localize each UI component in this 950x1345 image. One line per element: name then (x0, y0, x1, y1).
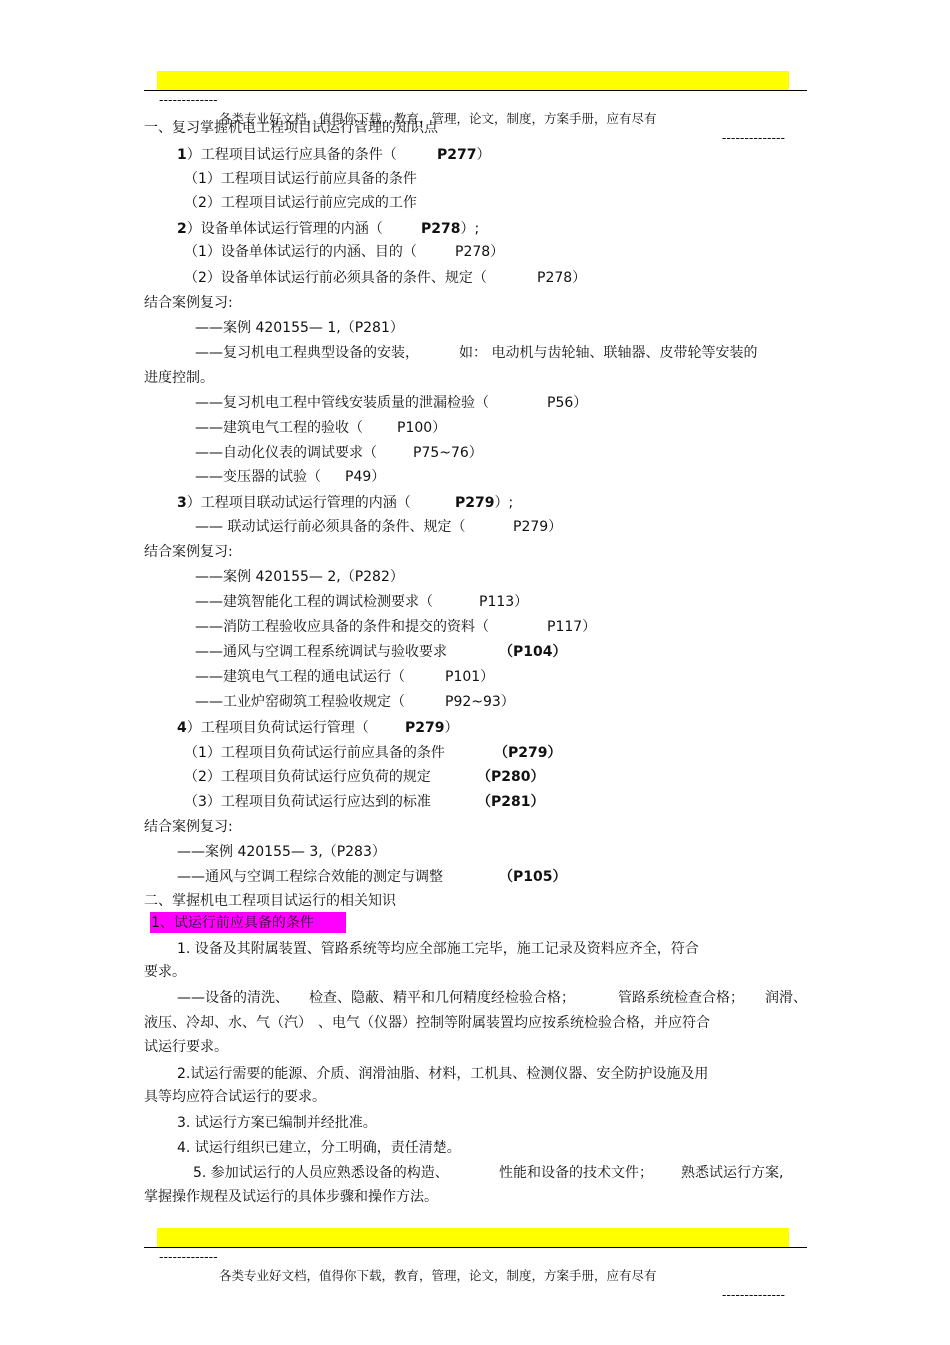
page-ref: P278） (455, 244, 505, 260)
paragraph-line: 掌握操作规程及试运行的具体步骤和操作方法。 (144, 1189, 438, 1205)
page-ref: P101） (445, 669, 495, 685)
paragraph-line: ——设备的清洗、 (177, 990, 289, 1006)
review-line: ——变压器的试验（ (195, 469, 321, 485)
paragraph-line: 具等均应符合试运行的要求。 (144, 1089, 326, 1105)
item-number: 4 (177, 720, 187, 736)
case-review-label: 结合案例复习: (144, 544, 233, 560)
header-banner-text: 各类专业好文档，值得你下载，教育，管理，论文，制度，方案手册，应有尽有 (219, 111, 657, 126)
paragraph-line-cont: 熟悉试运行方案, (681, 1165, 784, 1181)
item-3-line (177, 494, 411, 512)
footer-banner-dash-left: ------------- (159, 1249, 218, 1264)
page-ref: P279） (405, 720, 459, 736)
page-ref: P49） (345, 469, 386, 485)
page-ref: （P281） (477, 794, 545, 810)
subitem-line: （2）工程项目负荷试运行应负荷的规定 (184, 769, 431, 785)
paragraph-line: 3. 试运行方案已编制并经批准。 (177, 1115, 377, 1131)
item-1-line (177, 146, 397, 164)
footer-banner-dash-right: -------------- (721, 1287, 785, 1302)
review-line: ——建筑电气工程的验收（ (195, 420, 363, 436)
page-ref: P92~93） (445, 694, 515, 710)
review-line: ——复习机电工程中管线安装质量的泄漏检验（ (195, 395, 489, 411)
paragraph-line-cont: 管路系统检查合格； (618, 990, 744, 1006)
paragraph-line: 1. 设备及其附属装置、管路系统等均应全部施工完毕，施工记录及资料应齐全，符合 (177, 941, 699, 957)
review-line-wrap: 进度控制。 (144, 370, 214, 386)
item-text: ）工程项目试运行应具备的条件（ (186, 147, 397, 163)
review-line: ——消防工程验收应具备的条件和提交的资料（ (195, 619, 489, 635)
heading-one: 一、复习掌握机电工程项目试运行管理的知识点 (144, 120, 438, 136)
page-ref: P117） (547, 619, 597, 635)
paragraph-line: 4. 试运行组织已建立，分工明确，责任清楚。 (177, 1140, 461, 1156)
subitem-line: （1）工程项目试运行前应具备的条件 (184, 171, 417, 187)
page-ref: （P104） (499, 644, 567, 660)
page-ref: （P279） (494, 745, 562, 761)
review-line: ——建筑电气工程的通电试运行（ (195, 669, 405, 685)
review-line: ——通风与空调工程系统调试与验收要求 (195, 644, 447, 660)
paragraph-line: 试运行要求。 (144, 1039, 228, 1055)
case-review-label: 结合案例复习: (144, 819, 233, 835)
page-ref: P56） (547, 395, 588, 411)
case-line: ——案例 420155— 2,（P282） (195, 569, 404, 585)
review-line: ——通风与空调工程综合效能的测定与调整 (177, 869, 443, 885)
item-text: ）工程项目联动试运行管理的内涵（ (186, 495, 411, 511)
subitem-line: （2）设备单体试运行前必须具备的条件、规定（ (184, 270, 487, 286)
item-number: 1 (177, 147, 187, 163)
item-2-line (177, 220, 383, 238)
subitem-line: （1）设备单体试运行的内涵、目的（ (184, 244, 417, 260)
page-ref: P100） (397, 420, 447, 436)
page-ref: P279）; (455, 495, 514, 511)
item-4-line (177, 719, 369, 737)
paragraph-line: 2.试运行需要的能源、介质、润滑油脂、材料，工机具、检测仪器、安全防护设施及用 (177, 1066, 709, 1082)
footer-banner (157, 1228, 789, 1302)
case-review-label: 结合案例复习: (144, 295, 233, 311)
review-line: ——工业炉窑砌筑工程验收规定（ (195, 694, 405, 710)
page-ref: P279） (513, 519, 563, 535)
review-line: ——复习机电工程典型设备的安装， (195, 345, 419, 361)
subitem-line: （3）工程项目负荷试运行应达到的标准 (184, 794, 431, 810)
item-text: ）设备单体试运行管理的内涵（ (186, 221, 383, 237)
paragraph-line-cont: 、电气（仪器）控制等附属装置均应按系统检验合格，并应符合 (318, 1015, 710, 1031)
review-line: —— 联动试运行前必须具备的条件、规定（ (195, 519, 466, 535)
paragraph-line: 5. 参加试运行的人员应熟悉设备的构造、 (193, 1165, 449, 1181)
subitem-line: （1）工程项目负荷试运行前应具备的条件 (184, 745, 445, 761)
page-ref: （P105） (499, 869, 567, 885)
header-banner-dash-right: -------------- (721, 130, 785, 145)
item-text: ）工程项目负荷试运行管理（ (186, 720, 369, 736)
footer-rule (144, 1247, 807, 1248)
page-ref: P75~76） (413, 445, 483, 461)
highlighted-subheading: 1、试运行前应具备的条件 (151, 915, 314, 931)
review-line: ——自动化仪表的调试要求（ (195, 445, 377, 461)
case-line: ——案例 420155— 3,（P283） (177, 844, 386, 860)
paragraph-line-cont: 检查、隐蔽、精平和几何精度经检验合格； (309, 990, 575, 1006)
review-line-cont: 如： 电动机与齿轮轴、联轴器、皮带轮等安装的 (459, 345, 758, 361)
review-line: ——建筑智能化工程的调试检测要求（ (195, 594, 433, 610)
page-ref: P277） (437, 147, 491, 163)
paragraph-line: 液压、冷却、水、气（汽） (144, 1015, 312, 1031)
paragraph-line-cont: 性能和设备的技术文件； (499, 1165, 653, 1181)
footer-banner-text: 各类专业好文档，值得你下载，教育，管理，论文，制度，方案手册，应有尽有 (219, 1268, 657, 1283)
paragraph-line-cont: 润滑、 (765, 990, 807, 1006)
subitem-line: （2）工程项目试运行前应完成的工作 (184, 195, 417, 211)
paragraph-line: 要求。 (144, 964, 186, 980)
page-ref: P278）; (421, 221, 480, 237)
heading-two: 二、掌握机电工程项目试运行的相关知识 (144, 893, 396, 909)
page-ref: （P280） (477, 769, 545, 785)
item-number: 3 (177, 495, 187, 511)
header-banner-dash-left: ------------- (159, 92, 218, 107)
item-number: 2 (177, 221, 187, 237)
header-rule (144, 90, 807, 91)
case-line: ——案例 420155— 1,（P281） (195, 320, 404, 336)
page-ref: P278） (537, 270, 587, 286)
page-ref: P113） (479, 594, 529, 610)
